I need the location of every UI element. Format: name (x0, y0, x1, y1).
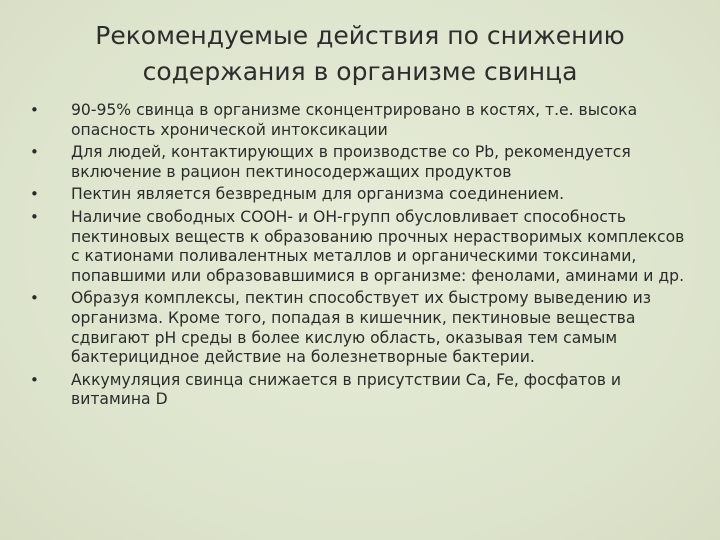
bullet-item (30, 185, 695, 205)
bullet-marker: • (30, 101, 39, 119)
bullet-text: 90-95% свинца в организме сконцентрировано в костях, т.е. высока опасность хронической интоксикации (71, 101, 638, 139)
bullet-text: Для людей, контактирующих в производстве со Pb, рекомендуется включение в рацион пектиносодержащих продуктов (71, 143, 631, 181)
bullet-marker: • (30, 207, 39, 226)
bullet-marker: • (30, 370, 39, 389)
slide-title (60, 18, 660, 90)
bullet-item (30, 101, 695, 140)
bullet-item (30, 143, 695, 182)
bullet-marker: • (30, 143, 39, 162)
slide-title-line-1: Рекомендуемые действия по снижению (95, 21, 625, 50)
bullet-item (30, 208, 695, 286)
bullet-marker: • (30, 185, 39, 204)
bullet-text: Наличие свободных COOH- и OH-групп обусловливает способность пектиновых веществ к образованию прочных нерастворимых комплексов с катионами поливалентных металлов и органическими токсинами, попавшими или образовавшимися в организме: фенолами, аминами и др. (71, 207, 685, 285)
bullet-list (30, 101, 695, 413)
bullet-marker: • (30, 289, 39, 308)
bullet-text: Пектин является безвредным для организма соединением. (71, 185, 565, 204)
bullet-text: Образуя комплексы, пектин способствует их быстрому выведению из организма. Кроме того, попадая в кишечник, пектиновые вещества сдвигают pH среды в более кислую область, оказывая тем самым бактерицидное действие на болезнетворные бактерии. (71, 289, 652, 367)
bullet-item (30, 371, 695, 410)
slide-title-line-2: содержания в организме свинца (142, 57, 578, 86)
bullet-text: Аккумуляция свинца снижается в присутствии Ca, Fe, фосфатов и витамина D (71, 370, 622, 409)
bullet-item (30, 289, 695, 367)
